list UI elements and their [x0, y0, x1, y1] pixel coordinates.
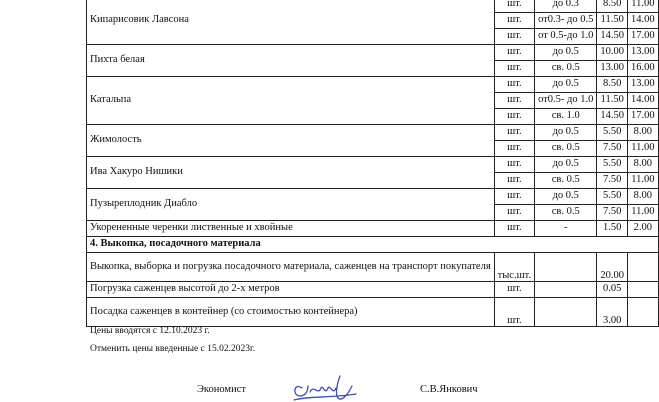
table-row	[87, 253, 659, 282]
unit-cell: шт.	[494, 157, 534, 173]
size-cell: св. 0.5	[535, 205, 597, 221]
table-row	[87, 221, 659, 237]
service-name: Посадка саженцев в контейнер (со стоимостью контейнера)	[87, 298, 495, 327]
price-cell: 17.00	[628, 109, 659, 125]
price-cell: 5.50	[597, 189, 628, 205]
price-cell: 8.00	[628, 125, 659, 141]
size-cell: до 0.5	[535, 125, 597, 141]
unit-cell: шт.	[494, 173, 534, 189]
plant-name: Жимолость	[87, 125, 495, 157]
price-cell: 20.00	[597, 253, 628, 282]
price-cell: 11.00	[628, 0, 659, 13]
unit-cell: шт.	[494, 125, 534, 141]
price-cell: 14.00	[628, 13, 659, 29]
plant-name: Ива Хакуро Нишики	[87, 157, 495, 189]
size-cell: до 0.5	[535, 157, 597, 173]
price-cell: 5.50	[597, 125, 628, 141]
size-cell: -	[535, 221, 597, 237]
price-table-body	[87, 0, 659, 327]
unit-cell: тыс.шт.	[494, 253, 534, 282]
signer-role: Экономист	[197, 384, 246, 395]
price-cell: 8.00	[628, 189, 659, 205]
table-row	[87, 157, 659, 173]
plant-name: Катальпа	[87, 77, 495, 125]
plant-name: Укорененные черенки лиственные и хвойные	[87, 221, 495, 237]
price-cell: 8.00	[628, 157, 659, 173]
table-row	[87, 45, 659, 61]
unit-cell: шт.	[494, 61, 534, 77]
size-cell: до 0.5	[535, 77, 597, 93]
price-cell: 14.50	[597, 109, 628, 125]
price-cell: 7.50	[597, 205, 628, 221]
price-cell: 1.50	[597, 221, 628, 237]
price-cell	[628, 253, 659, 282]
size-cell: св. 0.5	[535, 61, 597, 77]
unit-cell: шт.	[494, 13, 534, 29]
price-cell: 11.00	[628, 173, 659, 189]
size-cell	[535, 298, 597, 327]
size-cell: св. 1.0	[535, 109, 597, 125]
unit-cell: шт.	[494, 221, 534, 237]
price-cell	[628, 282, 659, 298]
price-cell: 13.00	[628, 77, 659, 93]
unit-cell: шт.	[494, 109, 534, 125]
price-cell: 13.00	[628, 45, 659, 61]
size-cell: до 0.5	[535, 189, 597, 205]
signer-name: С.В.Янкович	[420, 384, 478, 395]
unit-cell: шт.	[494, 45, 534, 61]
price-cell: 5.50	[597, 157, 628, 173]
service-name: Выкопка, выборка и погрузка посадочного материала, саженцев на транспорт покупателя	[87, 253, 495, 282]
price-cell: 7.50	[597, 141, 628, 157]
size-cell: от 0.5-до 1.0	[535, 29, 597, 45]
price-cell: 0.05	[597, 282, 628, 298]
price-table	[86, 0, 659, 327]
section-title: 4. Выкопка, посадочного материала	[87, 237, 659, 253]
price-cell: 8.50	[597, 77, 628, 93]
unit-cell: шт.	[494, 0, 534, 13]
unit-cell: шт.	[494, 77, 534, 93]
size-cell: до 0.5	[535, 45, 597, 61]
size-cell	[535, 253, 597, 282]
unit-cell: шт.	[494, 298, 534, 327]
price-cell: 14.00	[628, 93, 659, 109]
table-row	[87, 282, 659, 298]
section-row	[87, 237, 659, 253]
price-cell	[628, 298, 659, 327]
price-cell: 11.00	[628, 205, 659, 221]
size-cell: от0.5- до 1.0	[535, 93, 597, 109]
table-row	[87, 0, 659, 13]
price-cell: 10.00	[597, 45, 628, 61]
price-cell: 7.50	[597, 173, 628, 189]
unit-cell: шт.	[494, 93, 534, 109]
price-cell: 13.00	[597, 61, 628, 77]
unit-cell: шт.	[494, 29, 534, 45]
unit-cell: шт.	[494, 282, 534, 298]
price-cell: 2.00	[628, 221, 659, 237]
price-cell: 11.50	[597, 93, 628, 109]
price-cell: 11.50	[597, 13, 628, 29]
size-cell: св. 0.5	[535, 173, 597, 189]
plant-name: Кипарисовик Лавсона	[87, 0, 495, 45]
table-row	[87, 77, 659, 93]
effective-date-note: Цены вводятся с 12.10.2023 г.	[90, 326, 210, 336]
handwritten-signature-icon	[288, 372, 360, 402]
unit-cell: шт.	[494, 189, 534, 205]
price-cell: 16.00	[628, 61, 659, 77]
price-cell: 8.50	[597, 0, 628, 13]
size-cell: от0.3- до 0.5	[535, 13, 597, 29]
price-cell: 14.50	[597, 29, 628, 45]
unit-cell: шт.	[494, 141, 534, 157]
table-row	[87, 298, 659, 327]
service-name: Погрузка саженцев высотой до 2-х метров	[87, 282, 495, 298]
size-cell: св. 0.5	[535, 141, 597, 157]
size-cell: до 0.3	[535, 0, 597, 13]
price-cell: 3.00	[597, 298, 628, 327]
price-cell: 11.00	[628, 141, 659, 157]
plant-name: Пихта белая	[87, 45, 495, 77]
size-cell	[535, 282, 597, 298]
table-row	[87, 125, 659, 141]
price-cell: 17.00	[628, 29, 659, 45]
table-row	[87, 189, 659, 205]
cancel-prices-note: Отменить цены введенные с 15.02.2023г.	[90, 344, 256, 354]
unit-cell: шт.	[494, 205, 534, 221]
plant-name: Пузыреплодник Диабло	[87, 189, 495, 221]
